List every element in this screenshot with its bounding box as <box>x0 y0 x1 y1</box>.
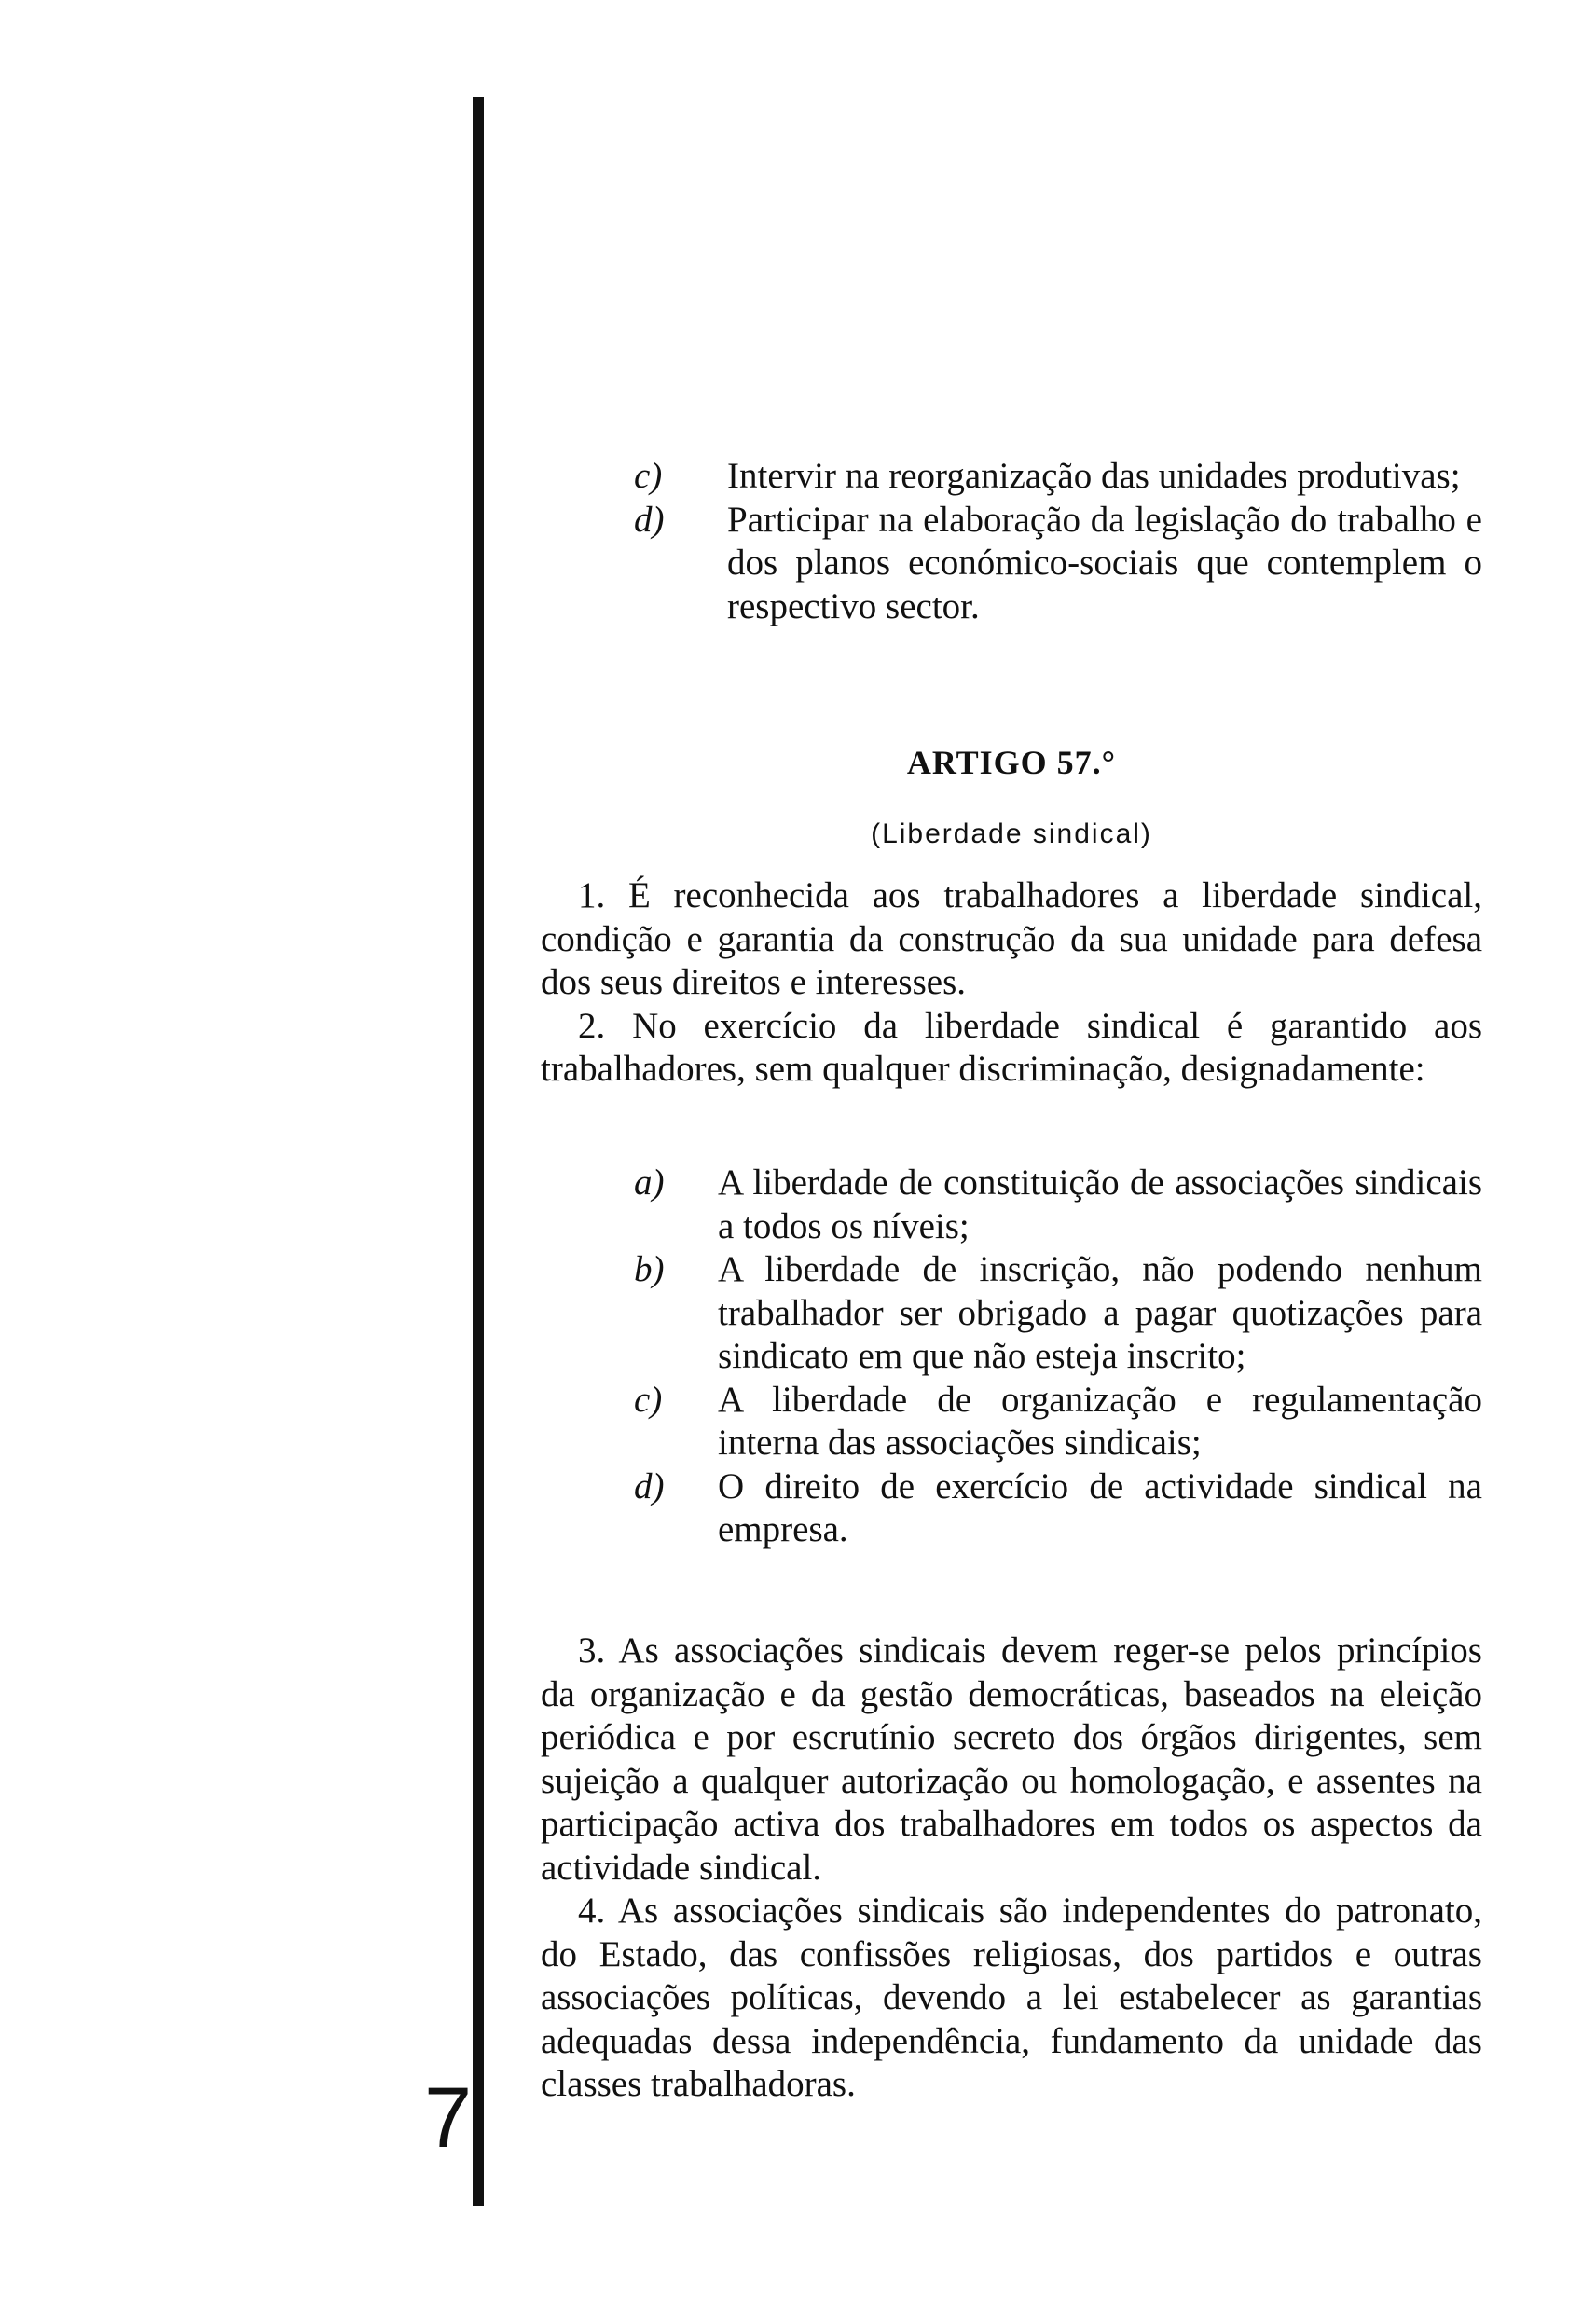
list-item <box>541 1379 1482 1465</box>
paragraph <box>541 874 1482 1005</box>
item-text: Intervir na reorganização das unidades produtivas; <box>727 456 1461 496</box>
paragraph-number: 2. <box>578 1005 606 1046</box>
paragraph <box>541 1630 1482 1890</box>
sub-items <box>541 1162 1482 1552</box>
margin-rule <box>473 97 484 2206</box>
paragraph-number: 4. <box>578 1891 606 1931</box>
paragraph-number: 1. <box>578 875 606 915</box>
page-number: 7 <box>424 2070 473 2166</box>
list-item <box>541 499 1482 629</box>
item-text: A liberdade de organização e regulamentação interna das associações sindicais; <box>718 1379 1482 1463</box>
article-subtitle: (Liberdade sindical) <box>871 818 1152 849</box>
item-marker: d) <box>634 1465 665 1506</box>
paragraph-text: É reconhecida aos trabalhadores a liberdade sindical, condição e garantia da construção da sua unidade para defesa dos seus direitos e interesses. <box>541 875 1483 1002</box>
closing-paragraphs <box>541 1630 1482 2107</box>
list-item <box>541 455 1482 499</box>
paragraph-text: As associações sindicais devem reger-se pelos princípios da organização e da gestão democráticas, baseados na eleição periódica e por escrutínio secreto dos órgãos dirigentes, sem sujeição a qualquer autorização ou homologação, e assentes na participação activa dos trabalhadores em todos os aspectos da actividade sindical. <box>541 1630 1482 1888</box>
item-text: Participar na elaboração da legislação do trabalho e dos planos económico-sociais que contemplem o respectivo sector. <box>727 499 1482 626</box>
list-item <box>541 1465 1482 1552</box>
item-text: O direito de exercício de actividade sindical na empresa. <box>718 1465 1482 1549</box>
item-text: A liberdade de inscrição, não podendo nenhum trabalhador ser obrigado a pagar quotizações para sindicato em que não esteja inscrito; <box>718 1249 1482 1376</box>
article-header <box>541 741 1482 785</box>
list-item <box>541 1248 1482 1379</box>
paragraph <box>541 1890 1482 2107</box>
top-items <box>541 455 1482 628</box>
article-title: ARTIGO 57.° <box>906 744 1117 781</box>
paragraph-text: As associações sindicais são independentes do patronato, do Estado, das confissões religiosas, dos partidos e outras associações políticas, devendo a lei estabelecer as garantias adequadas dessa independência, fundamento da unidade das classes trabalhadoras. <box>541 1891 1482 2104</box>
paragraph <box>541 1005 1482 1092</box>
item-marker: c) <box>634 456 663 496</box>
paragraph-text: No exercício da liberdade sindical é garantido aos trabalhadores, sem qualquer discriminação, designadamente: <box>541 1005 1483 1089</box>
item-text: A liberdade de constituição de associações sindicais a todos os níveis; <box>718 1162 1482 1246</box>
paragraph-number: 3. <box>578 1630 606 1671</box>
item-marker: d) <box>634 499 665 540</box>
list-item <box>541 1162 1482 1248</box>
item-marker: b) <box>634 1249 665 1289</box>
article-subheader <box>541 813 1482 857</box>
item-marker: c) <box>634 1379 663 1420</box>
item-marker: a) <box>634 1162 665 1203</box>
paragraphs-block <box>541 874 1482 1092</box>
